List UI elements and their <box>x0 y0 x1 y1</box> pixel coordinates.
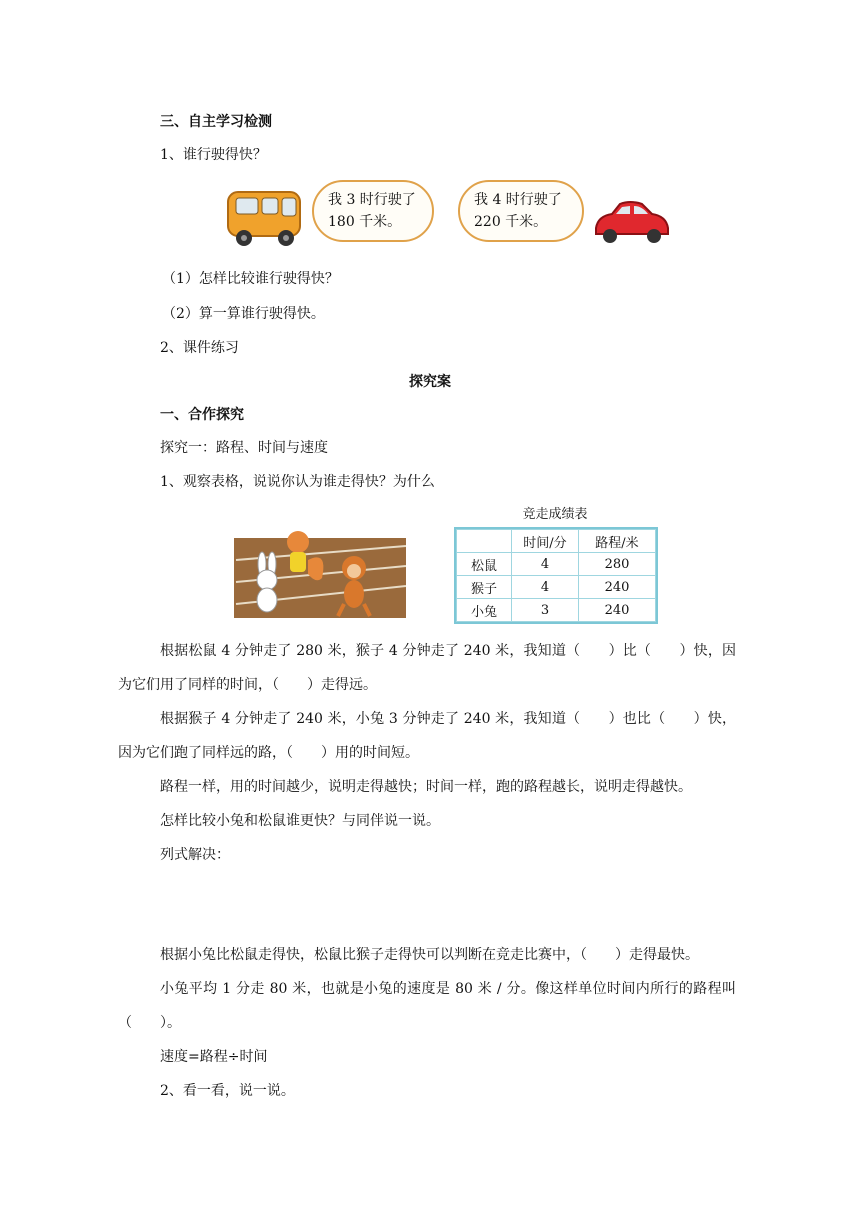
question-1: 1、谁行驶得快？ <box>160 147 267 163</box>
table-header-cell: 路程/米 <box>579 530 656 553</box>
explore-title: 探究案 <box>409 374 451 390</box>
table-row <box>457 599 656 622</box>
paragraph-4: 怎样比较小兔和松鼠谁更快？与同伴说一说。 <box>160 813 440 829</box>
table-cell: 3 <box>512 599 579 622</box>
car-speech-bubble <box>458 180 584 242</box>
table-row <box>457 553 656 576</box>
car-icon <box>590 198 672 246</box>
race-illustration <box>232 520 408 620</box>
sub-question-1: （1）怎样比较谁行驶得快？ <box>162 271 339 287</box>
table-cell: 280 <box>579 553 656 576</box>
paragraph-3: 路程一样，用的时间越少，说明走得越快；时间一样，跑的路程越长，说明走得越快。 <box>160 779 692 795</box>
paragraph-6: 根据小兔比松鼠走得快，松鼠比猴子走得快可以判断在竞走比赛中，（ ）走得最快。 <box>160 947 699 963</box>
car-speech-line-1: 我 4 时行驶了 <box>474 192 562 208</box>
explore-question-1: 1、观察表格，说说你认为谁走得快？为什么 <box>160 474 435 490</box>
table-cell: 猴子 <box>457 576 512 599</box>
table-cell: 4 <box>512 553 579 576</box>
question-2: 2、课件练习 <box>160 340 239 356</box>
table-cell: 小兔 <box>457 599 512 622</box>
table-header-cell <box>457 530 512 553</box>
table-header-row <box>457 530 656 553</box>
paragraph-9: 2、看一看，说一说。 <box>160 1083 295 1099</box>
table-header-cell: 时间/分 <box>512 530 579 553</box>
formula: 速度=路程÷时间 <box>160 1049 268 1065</box>
table-cell: 240 <box>579 599 656 622</box>
explore-heading: 一、合作探究 <box>160 407 244 423</box>
table-cell: 240 <box>579 576 656 599</box>
score-table-grid <box>456 529 656 622</box>
paragraph-7: 小兔平均 1 分走 80 米，也就是小兔的速度是 80 米 / 分。像这样单位时间内所行的路程叫（ ）。 <box>118 981 736 1031</box>
table-row <box>457 576 656 599</box>
paragraph-2: 根据猴子 4 分钟走了 240 米，小兔 3 分钟走了 240 米，我知道（ ）也比（ ）快，因为它们跑了同样远的路，（ ）用的时间短。 <box>118 711 736 761</box>
paragraph-1: 根据松鼠 4 分钟走了 280 米，猴子 4 分钟走了 240 米，我知道（ ）比（ ）快，因为它们用了同样的时间，（ ）走得远。 <box>118 643 736 693</box>
vehicles-illustration <box>222 176 672 256</box>
bus-speech-line-1: 我 3 时行驶了 <box>328 192 416 208</box>
bus-speech-bubble <box>312 180 434 242</box>
bus-speech-line-2: 180 千米。 <box>328 214 402 230</box>
sub-question-2: （2）算一算谁行驶得快。 <box>162 306 325 322</box>
table-cell: 4 <box>512 576 579 599</box>
section-heading: 三、自主学习检测 <box>160 114 272 130</box>
score-table <box>454 527 658 624</box>
table-cell: 松鼠 <box>457 553 512 576</box>
explore-topic: 探究一：路程、时间与速度 <box>160 440 328 456</box>
bus-icon <box>224 186 306 248</box>
table-title: 竞走成绩表 <box>522 507 588 522</box>
paragraph-5: 列式解决： <box>160 847 230 863</box>
car-speech-line-2: 220 千米。 <box>474 214 548 230</box>
